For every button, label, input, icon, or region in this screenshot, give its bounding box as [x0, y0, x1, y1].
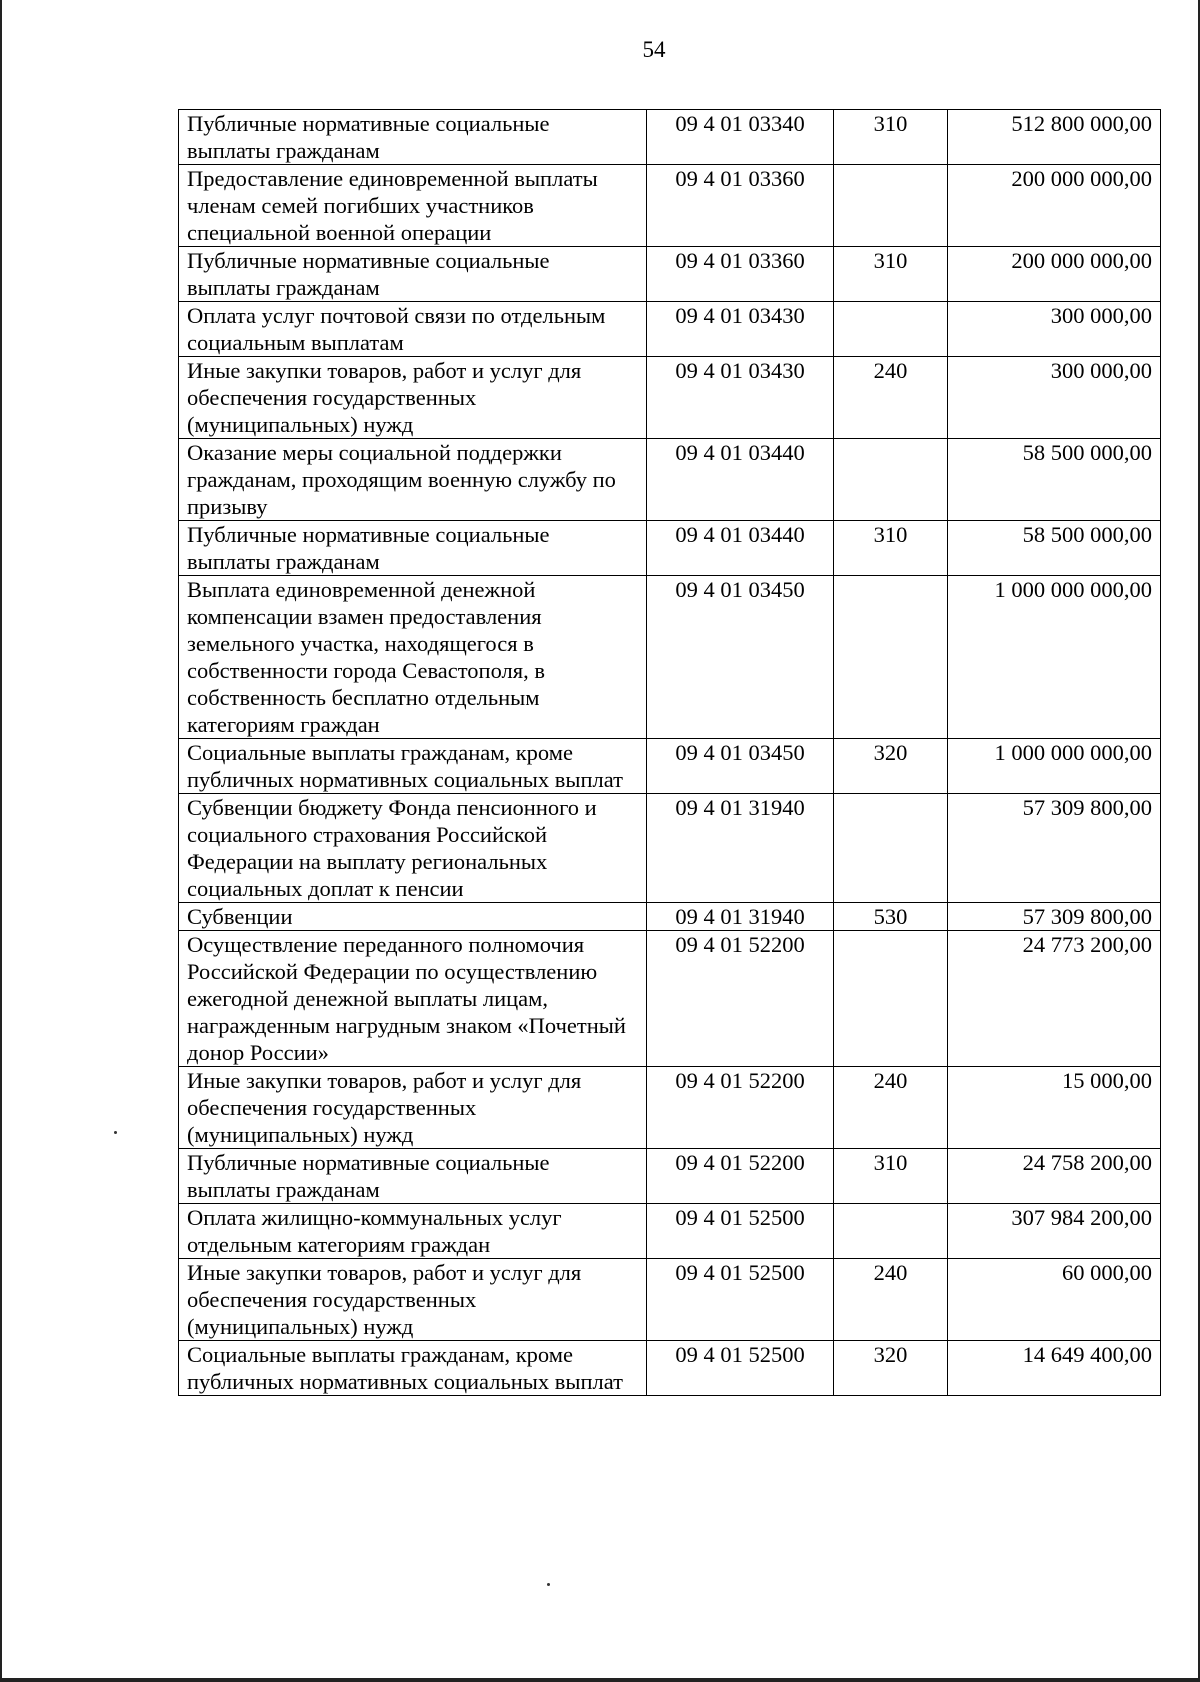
page-number: 54 — [642, 37, 666, 62]
row-name-cell: Публичные нормативные социальные выплаты гражданам — [179, 1149, 647, 1204]
row-name-cell: Иные закупки товаров, работ и услуг для обеспечения государственных (муниципальных) нужд — [179, 1259, 647, 1341]
row-code-cell: 09 4 01 52200 — [647, 1149, 834, 1204]
row-amount-cell: 1 000 000 000,00 — [948, 576, 1161, 739]
row-name-cell: Предоставление единовременной выплаты членам семей погибших участников специальной военной операции — [179, 165, 647, 247]
table-row — [179, 1204, 1161, 1259]
row-amount-cell: 15 000,00 — [948, 1067, 1161, 1149]
row-name-cell: Иные закупки товаров, работ и услуг для обеспечения государственных (муниципальных) нужд — [179, 1067, 647, 1149]
row-name-cell: Субвенции — [179, 903, 647, 931]
row-type-cell: 320 — [834, 1341, 948, 1396]
row-code-cell: 09 4 01 03340 — [647, 110, 834, 165]
row-name-cell: Публичные нормативные социальные выплаты гражданам — [179, 247, 647, 302]
row-amount-cell: 60 000,00 — [948, 1259, 1161, 1341]
row-name-cell: Субвенции бюджету Фонда пенсионного и социального страхования Российской Федерации на выплату региональных социальных доплат к пенсии — [179, 794, 647, 903]
row-code-cell: 09 4 01 03440 — [647, 521, 834, 576]
row-amount-cell: 300 000,00 — [948, 302, 1161, 357]
table-row — [179, 1259, 1161, 1341]
row-amount-cell: 512 800 000,00 — [948, 110, 1161, 165]
row-type-cell: 310 — [834, 110, 948, 165]
row-type-cell: 530 — [834, 903, 948, 931]
scan-speck — [114, 1131, 117, 1134]
row-type-cell — [834, 439, 948, 521]
row-code-cell: 09 4 01 52500 — [647, 1204, 834, 1259]
row-type-cell — [834, 931, 948, 1067]
row-code-cell: 09 4 01 03360 — [647, 165, 834, 247]
row-name-cell: Осуществление переданного полномочия Российской Федерации по осуществлению ежегодной денежной выплаты лицам, награжденным нагрудным знаком «Почетный донор России» — [179, 931, 647, 1067]
row-type-cell — [834, 302, 948, 357]
table-row — [179, 1341, 1161, 1396]
table-row — [179, 110, 1161, 165]
scan-edge-left — [0, 0, 2, 1682]
row-amount-cell: 24 758 200,00 — [948, 1149, 1161, 1204]
table-row — [179, 302, 1161, 357]
row-amount-cell: 14 649 400,00 — [948, 1341, 1161, 1396]
table-row — [179, 521, 1161, 576]
row-code-cell: 09 4 01 03430 — [647, 357, 834, 439]
row-type-cell — [834, 794, 948, 903]
table-row — [179, 439, 1161, 521]
row-code-cell: 09 4 01 52200 — [647, 1067, 834, 1149]
row-code-cell: 09 4 01 52500 — [647, 1341, 834, 1396]
row-code-cell: 09 4 01 52500 — [647, 1259, 834, 1341]
table-row — [179, 357, 1161, 439]
row-type-cell — [834, 1204, 948, 1259]
row-amount-cell: 57 309 800,00 — [948, 794, 1161, 903]
row-type-cell — [834, 576, 948, 739]
table-body — [179, 110, 1161, 1396]
row-type-cell: 240 — [834, 357, 948, 439]
row-type-cell: 310 — [834, 247, 948, 302]
row-type-cell: 310 — [834, 1149, 948, 1204]
table-row — [179, 739, 1161, 794]
row-amount-cell: 1 000 000 000,00 — [948, 739, 1161, 794]
row-type-cell: 240 — [834, 1259, 948, 1341]
row-name-cell: Публичные нормативные социальные выплаты гражданам — [179, 110, 647, 165]
row-type-cell — [834, 165, 948, 247]
table-row — [179, 903, 1161, 931]
scan-edge-bottom — [0, 1678, 1200, 1682]
row-amount-cell: 58 500 000,00 — [948, 439, 1161, 521]
row-type-cell: 310 — [834, 521, 948, 576]
row-name-cell: Социальные выплаты гражданам, кроме публичных нормативных социальных выплат — [179, 1341, 647, 1396]
row-amount-cell: 24 773 200,00 — [948, 931, 1161, 1067]
row-amount-cell: 307 984 200,00 — [948, 1204, 1161, 1259]
row-code-cell: 09 4 01 31940 — [647, 794, 834, 903]
row-code-cell: 09 4 01 03440 — [647, 439, 834, 521]
row-amount-cell: 57 309 800,00 — [948, 903, 1161, 931]
row-code-cell: 09 4 01 52200 — [647, 931, 834, 1067]
row-code-cell: 09 4 01 03430 — [647, 302, 834, 357]
row-amount-cell: 300 000,00 — [948, 357, 1161, 439]
table-row — [179, 1067, 1161, 1149]
table-row — [179, 931, 1161, 1067]
row-name-cell: Выплата единовременной денежной компенсации взамен предоставления земельного участка, находящегося в собственности города Севастополя, в собственность бесплатно отдельным категориям граждан — [179, 576, 647, 739]
budget-table — [178, 109, 1161, 1396]
row-code-cell: 09 4 01 31940 — [647, 903, 834, 931]
row-type-cell: 320 — [834, 739, 948, 794]
row-name-cell: Оказание меры социальной поддержки гражданам, проходящим военную службу по призыву — [179, 439, 647, 521]
row-code-cell: 09 4 01 03360 — [647, 247, 834, 302]
table-row — [179, 794, 1161, 903]
row-name-cell: Оплата услуг почтовой связи по отдельным социальным выплатам — [179, 302, 647, 357]
row-code-cell: 09 4 01 03450 — [647, 576, 834, 739]
row-amount-cell: 200 000 000,00 — [948, 247, 1161, 302]
row-name-cell: Иные закупки товаров, работ и услуг для обеспечения государственных (муниципальных) нужд — [179, 357, 647, 439]
row-name-cell: Публичные нормативные социальные выплаты гражданам — [179, 521, 647, 576]
table-row — [179, 165, 1161, 247]
row-name-cell: Оплата жилищно-коммунальных услуг отдельным категориям граждан — [179, 1204, 647, 1259]
row-name-cell: Социальные выплаты гражданам, кроме публичных нормативных социальных выплат — [179, 739, 647, 794]
scan-speck — [547, 1583, 550, 1586]
table-row — [179, 247, 1161, 302]
table-row — [179, 576, 1161, 739]
row-amount-cell: 200 000 000,00 — [948, 165, 1161, 247]
row-type-cell: 240 — [834, 1067, 948, 1149]
row-code-cell: 09 4 01 03450 — [647, 739, 834, 794]
row-amount-cell: 58 500 000,00 — [948, 521, 1161, 576]
table-row — [179, 1149, 1161, 1204]
